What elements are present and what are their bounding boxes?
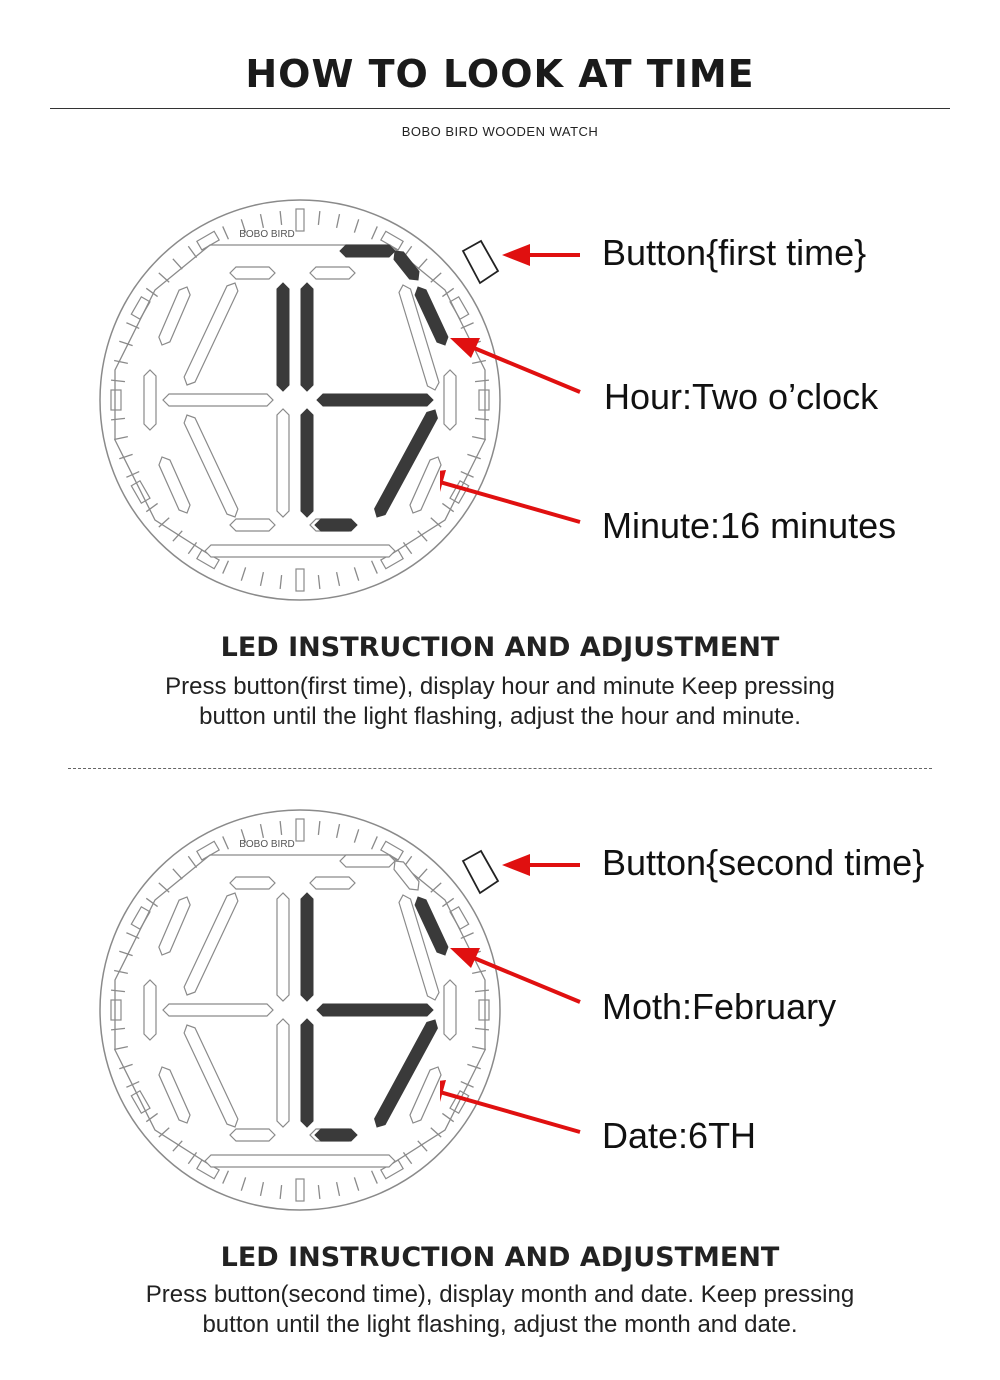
date-label: Date:6TH xyxy=(602,1115,757,1156)
brand-logo: BOBO BIRD xyxy=(239,229,295,240)
page-title: HOW TO LOOK AT TIME xyxy=(245,52,755,96)
ring-bottom-left xyxy=(230,519,275,531)
inner-right-upper xyxy=(301,893,313,1001)
inner-right-lower xyxy=(301,409,313,517)
hour-label: Hour:Two o’clock xyxy=(604,376,879,417)
arrow-left-icon xyxy=(440,840,600,890)
section-divider xyxy=(68,768,932,769)
ring-top-left xyxy=(230,877,275,889)
section2-text-line1: Press button(second time), display month and date. Keep pressing xyxy=(145,1281,855,1308)
ring-bottom-left xyxy=(230,1129,275,1141)
section1-text-line2: button until the light flashing, adjust the hour and minute. xyxy=(199,703,801,730)
brand-logo: BOBO BIRD xyxy=(239,839,295,850)
button-first-time-label: Button{first time} xyxy=(602,232,867,273)
section2-heading: LED INSTRUCTION AND ADJUSTMENT xyxy=(220,1242,780,1273)
inner-mid-left xyxy=(163,1004,273,1016)
section1-text-line1: Press button(first time), display hour and minute Keep pressing xyxy=(165,673,835,700)
ring-bottom-outer xyxy=(205,1155,395,1167)
inner-mid-right xyxy=(317,394,433,406)
inner-right-upper xyxy=(301,283,313,391)
ring-left-mid xyxy=(144,370,156,430)
ring-left-mid xyxy=(144,980,156,1040)
ring-top-left xyxy=(230,267,275,279)
inner-right-lower xyxy=(301,1019,313,1127)
ring-top-inner xyxy=(340,245,395,257)
arrow-left-icon xyxy=(440,462,600,532)
inner-left-lower xyxy=(277,1019,289,1127)
arrow-left-icon xyxy=(440,940,600,1010)
ring-bottom-outer xyxy=(205,545,395,557)
inner-left-lower xyxy=(277,409,289,517)
page-subtitle: BOBO BIRD WOODEN WATCH xyxy=(401,124,599,139)
arrow-left-icon xyxy=(440,230,600,280)
ring-top-inner xyxy=(340,855,395,867)
inner-left-upper xyxy=(277,283,289,391)
title-divider xyxy=(50,108,950,109)
arrow-left-icon xyxy=(440,1072,600,1142)
minute-label: Minute:16 minutes xyxy=(602,505,897,546)
section1-heading: LED INSTRUCTION AND ADJUSTMENT xyxy=(220,632,780,663)
inner-left-upper xyxy=(277,893,289,1001)
section2-text-line2: button until the light flashing, adjust the month and date. xyxy=(202,1311,798,1338)
inner-bottom xyxy=(315,519,357,531)
month-label: Moth:February xyxy=(602,986,837,1027)
inner-mid-right xyxy=(317,1004,433,1016)
inner-mid-left xyxy=(163,394,273,406)
ring-top-right xyxy=(310,267,355,279)
inner-bottom xyxy=(315,1129,357,1141)
ring-top-right xyxy=(310,877,355,889)
button-second-time-label: Button{second time} xyxy=(602,842,925,883)
arrow-left-icon xyxy=(440,330,600,400)
